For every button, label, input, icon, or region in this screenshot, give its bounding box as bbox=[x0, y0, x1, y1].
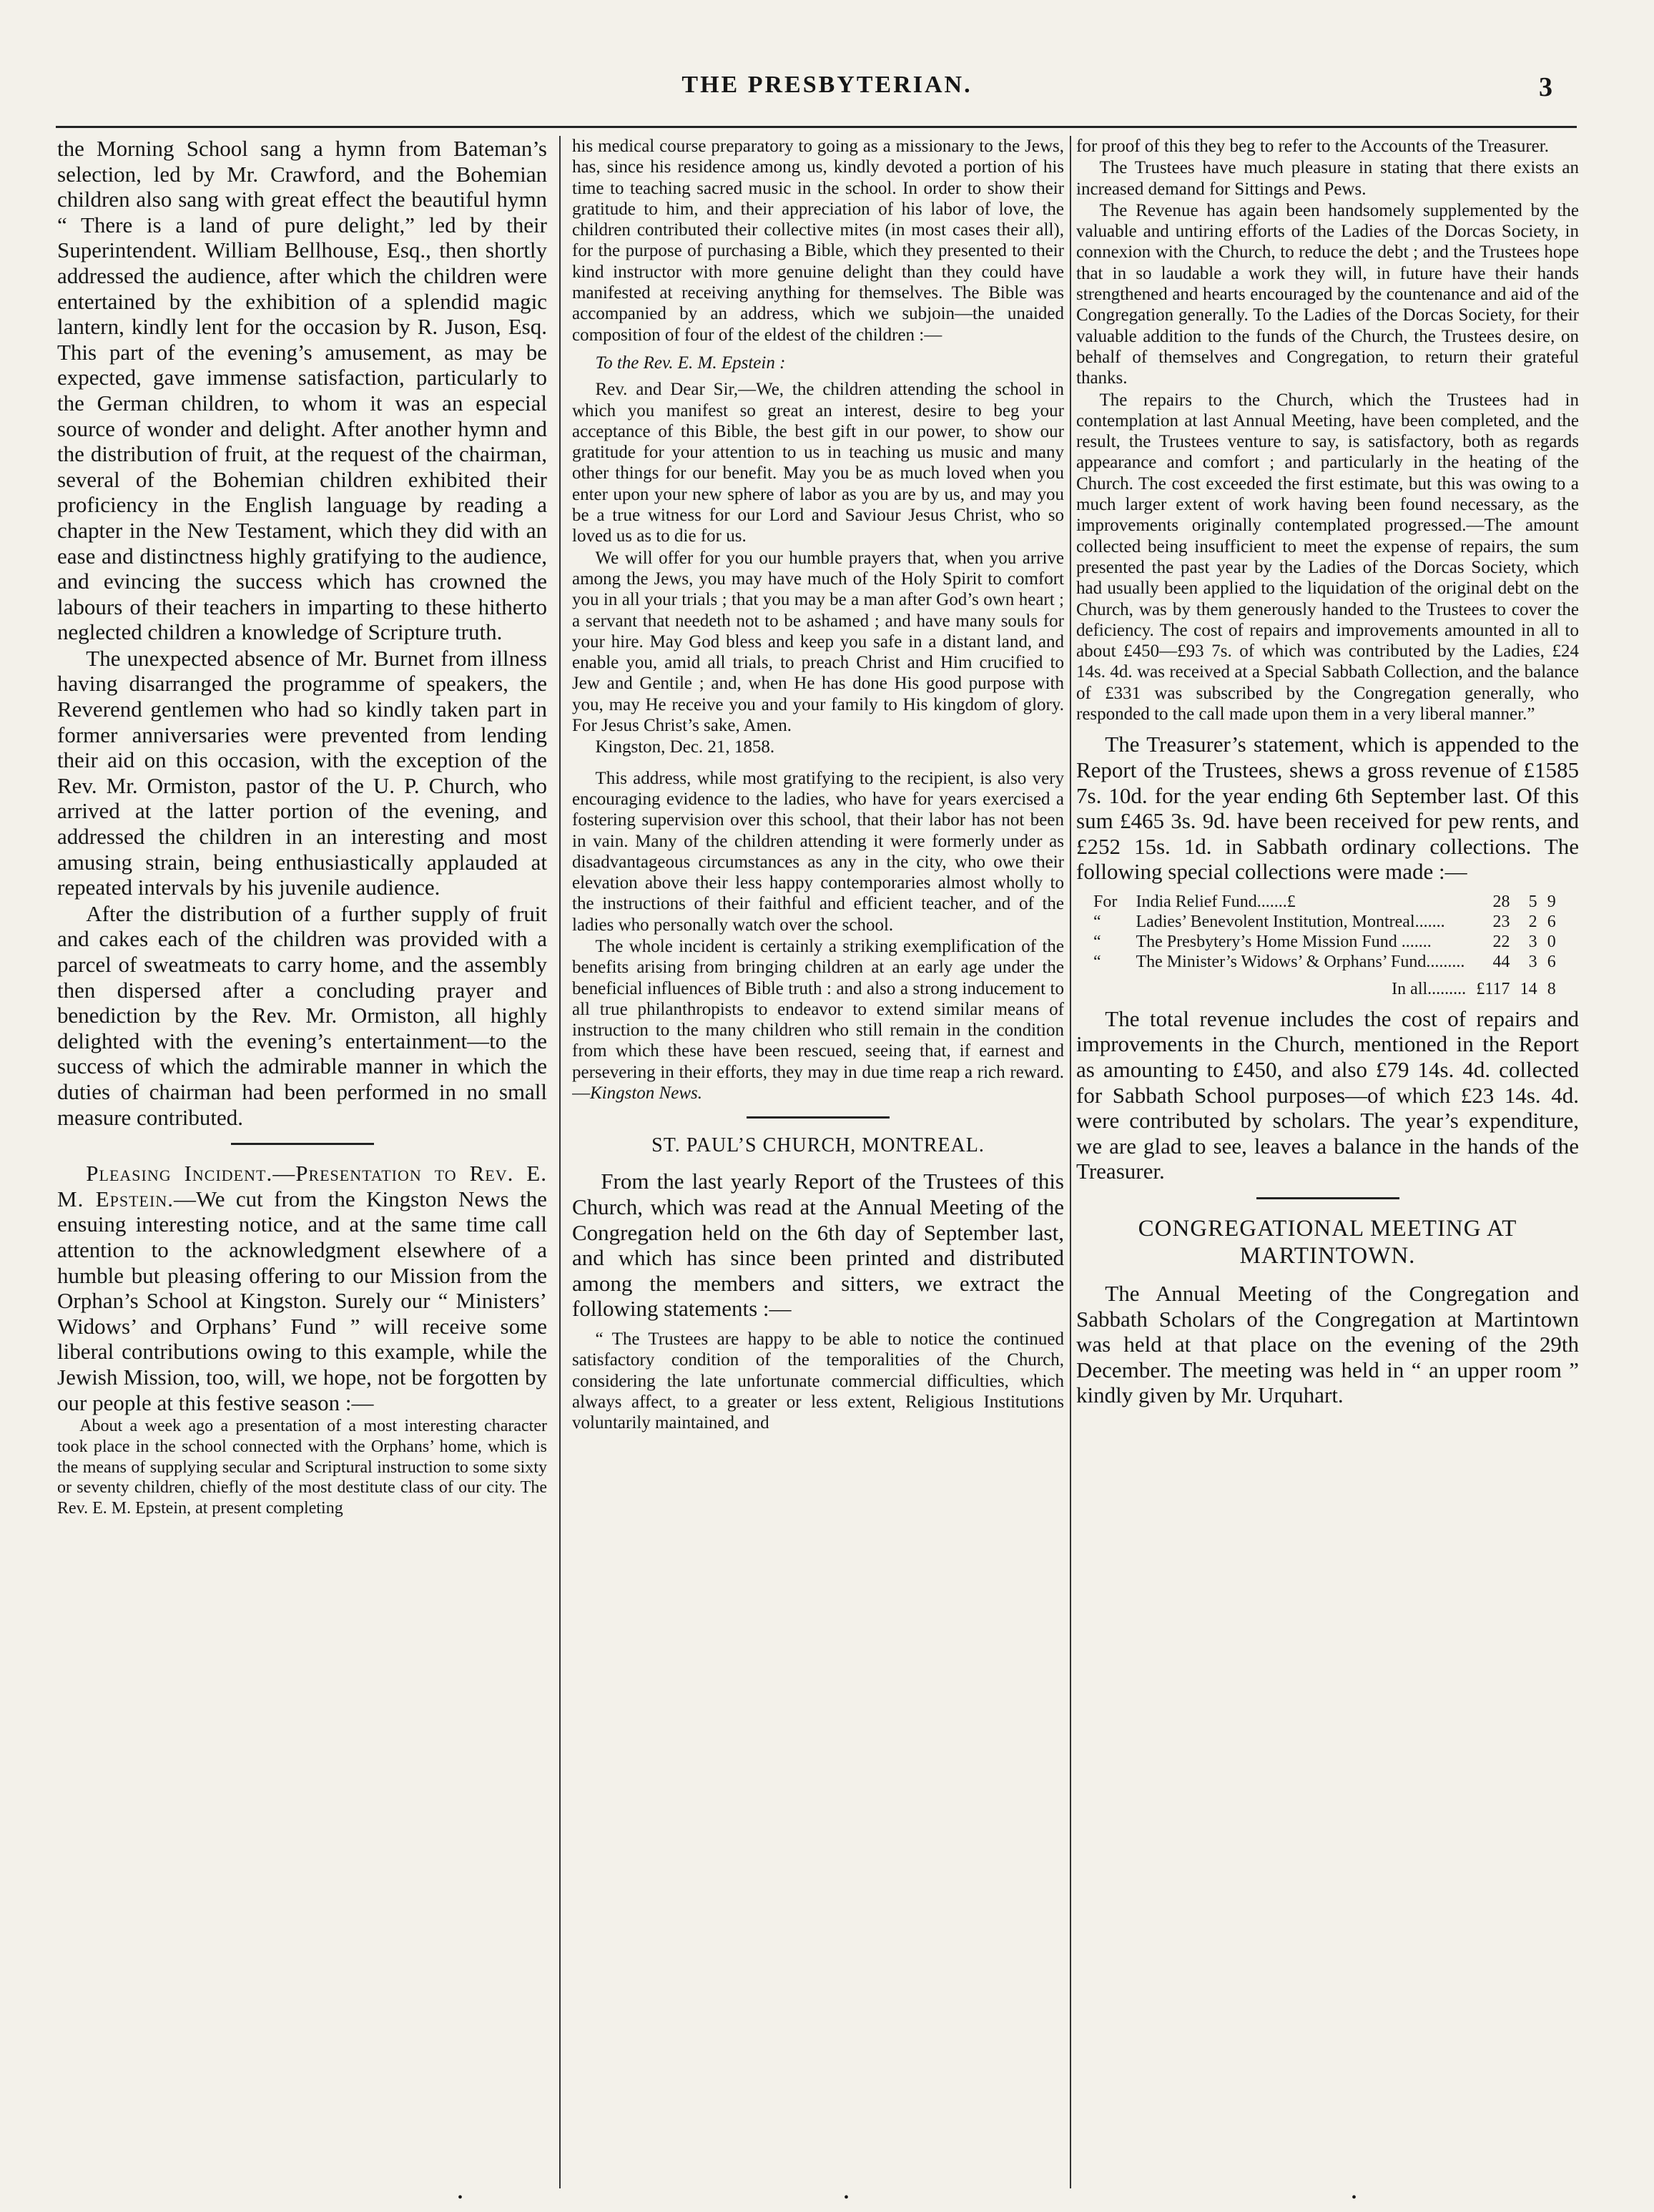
page-header bbox=[0, 72, 1654, 114]
collection-pence: 6 bbox=[1547, 912, 1556, 931]
collection-label: India Relief Fund.......£ bbox=[1136, 892, 1296, 911]
paragraph: The Trustees have much pleasure in stating that there exists an increased demand for Sittings and Pews. bbox=[1076, 158, 1579, 199]
paragraph: We will offer for you our humble prayers that, when you arrive among the Jews, you may have much of the Holy Spirit to comfort you in all your trials ; that you may be a man after God’s own heart ; a servant that needeth not to be ashamed ; and have many souls for your hire. May God bless and keep you safe in a distant land, and enable you, amid all trials, to preach Christ and Him crucified to Jew and Gentile ; and, when He has done His good purpose with you, may He receive you and your family to His kingdom of glory. For Jesus Christ’s sake, Amen. bbox=[572, 548, 1064, 736]
collections-total-row bbox=[1093, 972, 1556, 999]
collection-shillings: 3 bbox=[1528, 932, 1537, 951]
collection-label: The Presbytery’s Home Mission Fund ....... bbox=[1136, 932, 1432, 951]
paragraph: The Revenue has again been handsomely supplemented by the valuable and untiring efforts of the Ladies of the Dorcas Society, in connexion with the Church, to reduce the debt ; and the Trustees hope that in so laudable a work they will, in future have their hands strengthened and hearts encouraged by the countenance and aid of the Congregation generally. To the Ladies of the Dorcas Society, for their valuable addition to the funds of the Church, the Trustees desire, on behalf of themselves and Congregation, to return their grateful thanks. bbox=[1076, 200, 1579, 388]
section-rule bbox=[747, 1116, 890, 1119]
collection-pounds: 44 bbox=[1492, 952, 1510, 971]
total-pounds: £117 bbox=[1476, 979, 1510, 998]
paragraph: for proof of this they beg to refer to the Accounts of the Treasurer. bbox=[1076, 137, 1549, 156]
collection-row bbox=[1093, 892, 1556, 912]
paragraph: The Treasurer’s statement, which is appended to the Report of the Trustees, shews a gross revenue of £1585 7s. 10d. for the year ending 6th September last. Of this sum £465 3s. 9d. have been received for pew rents, and £252 15s. 1d. in Sabbath ordinary collections. The following special collections were made :— bbox=[1076, 732, 1579, 885]
collection-row bbox=[1093, 932, 1556, 952]
section-rule bbox=[1256, 1197, 1399, 1199]
paragraph: Rev. and Dear Sir,—We, the children attending the school in which you manifest so great an interest, desire to beg your acceptance of this Bible, the best gift in our power, to show our gratitude for your attention to us in teaching us music and many other things for our benefit. May you be as much loved when you enter upon your new sphere of labor as you are by us, and may you be a true witness for our Lord and Saviour Jesus Christ, who so loved us as to die for us. bbox=[572, 380, 1064, 546]
running-title: THE PRESBYTERIAN. bbox=[681, 72, 973, 98]
total-pence: 8 bbox=[1547, 979, 1556, 998]
collection-pounds: 23 bbox=[1492, 912, 1510, 931]
section-rule bbox=[231, 1143, 374, 1145]
collection-row bbox=[1093, 912, 1556, 932]
column-2 bbox=[572, 136, 1064, 1434]
special-collections-table bbox=[1093, 892, 1556, 999]
page-number: 3 bbox=[1539, 72, 1552, 102]
collection-pence: 6 bbox=[1547, 952, 1556, 971]
collection-prefix: “ bbox=[1093, 952, 1101, 971]
paragraph: his medical course preparatory to going as a missionary to the Jews, has, since his residence among us, kindly devoted a portion of his time to teaching sacred music in the school. In order to show their gratitude to him, and their appreciation of his labor of love, the children contributed their collective mites (in most cases their all), for the purpose of purchasing a Bible, which they presented to their kind instructor with more genuine delight than they could have manifested at receiving anything for themselves. The Bible was accompanied by an address, which we subjoin—the unaided composition of four of the eldest of the children :— bbox=[572, 137, 1064, 345]
paragraph: This address, while most gratifying to the recipient, is also very encouraging evidence to the ladies, who have for years exercised a fostering supervision over this school, that their labor has not been in vain. Many of the children attending it were formerly under as disadvantageous circumstances as any in the city, who owe their elevation above their less happy contemporaries almost wholly to the instructions of their faithful and efficient teacher, and of the ladies who personally watch over the school. bbox=[572, 768, 1064, 935]
paragraph: After the distribution of a further supply of fruit and cakes each of the children was provided with a parcel of sweatmeats to carry home, and the assembly then dispersed after a concluding prayer and benediction by the Rev. Mr. Ormiston, all highly delighted with the evening’s entertainment—to the success of which the admirable manner in which the duties of chairman had been performed in no small measure contributed. bbox=[57, 900, 547, 1130]
collection-prefix: “ bbox=[1093, 912, 1101, 931]
collection-label: Ladies’ Benevolent Institution, Montreal....... bbox=[1136, 912, 1445, 931]
collection-pounds: 28 bbox=[1492, 892, 1510, 911]
article-heading: CONGREGATIONAL MEETING AT MARTINTOWN. bbox=[1138, 1216, 1517, 1269]
salutation: To the Rev. E. M. Epstein : bbox=[595, 353, 786, 373]
paragraph: The unexpected absence of Mr. Burnet from illness having disarranged the programme of speakers, the Reverend gentlemen who had so kindly taken part in former anniversaries were prevented from lending their aid on this occasion, with the exception of the Rev. Mr. Ormiston, pastor of the U. P. Church, who arrived at the latter portion of the evening, and addressed the children in an interesting and most amusing strain, being enthusiastically applauded at repeated intervals by his juvenile audience. bbox=[57, 645, 547, 900]
paragraph: The repairs to the Church, which the Trustees had in contemplation at last Annual Meeting, have been completed, and the result, the Trustees venture to say, is satisfactory, both as regards appearance and comfort ; and particularly in the heating of the Church. The cost exceeded the first estimate, but this was owing to a much larger extent of work having been found necessary, as the improvements originally contemplated progressed.—The amount collected being insufficient to meet the expense of repairs, the sum presented the past year by the Ladies of the Dorcas Society, which had usually been applied to the liquidation of the original debt on the Church, was by them generously handed to the Trustees to cover the deficiency. The cost of repairs and improvements amounted in all to about £450—£93 7s. of which was contributed by the Ladies, £24 14s. 4d. was received at a Special Sabbath Collection, and the balance of £331 was subscribed by the Congregation generally, who responded to the call made upon them in a very liberal manner.” bbox=[1076, 390, 1579, 724]
column-1 bbox=[57, 136, 547, 1520]
paragraph: the Morning School sang a hymn from Bateman’s selection, led by Mr. Crawford, and the Bohemian children also sang with great effect the beautiful hymn “ There is a land of pure delight,” led by their Superintendent. William Bellhouse, Esq., then shortly addressed the audience, after which the children were entertained by the exhibition of a splendid magic lantern, kindly lent for the occasion by R. Juson, Esq. This part of the evening’s amusement, as may be expected, gave immense satisfaction, particularly to the German children, to whom it was an especial source of wonder and delight. After another hymn and the distribution of fruit, at the request of the chairman, several of the Bohemian children exhibited their proficiency in the English language by reading a chapter in the New Testament, which they did with an ease and distinctness highly gratifying to the audience, and evincing the success which has crowned the labours of their teachers in imparting to these hitherto neglected children a knowledge of Scripture truth. bbox=[57, 136, 547, 645]
article-lead bbox=[57, 1161, 547, 1415]
collection-pounds: 22 bbox=[1492, 932, 1510, 951]
paragraph: About a week ago a presentation of a most interesting character took place in the school connected with the Orphans’ home, which is the means of supplying secular and Scriptural instruction to some sixty or seventy children, chiefly of the most destitute class of our city. The Rev. E. M. Epstein, at present completing bbox=[57, 1417, 547, 1518]
paragraph: The Annual Meeting of the Congregation and Sabbath Scholars of the Congregation at Martintown was held at that place on the evening of the 29th December. The meeting was held in “ an upper room ” kindly given by Mr. Urquhart. bbox=[1076, 1281, 1579, 1408]
paragraph: From the last yearly Report of the Trustees of this Church, which was read at the Annual Meeting of the Congregation held on the 6th day of September last, and which has since been printed and distributed among the members and sitters, we extract the following statements :— bbox=[572, 1169, 1064, 1322]
collection-row bbox=[1093, 952, 1556, 972]
header-rule bbox=[56, 126, 1577, 128]
paragraph-text: —We cut from the Kingston News the ensuing interesting notice, and at the same time call attention to the acknowledgment elsewhere of a humble but pleasing offering to our Mission from the Orphan’s School at Kingston. Surely our “ Ministers’ Widows’ and Orphans’ Fund ” will receive some liberal contributions owing to this example, while the Jewish Mission, too, will, we hope, not be forgotten by our people at this festive season :— bbox=[57, 1186, 547, 1415]
collection-prefix: For bbox=[1093, 892, 1118, 911]
column-3 bbox=[1076, 136, 1579, 1409]
article-heading: ST. PAUL’S CHURCH, MONTREAL. bbox=[651, 1134, 985, 1157]
column-divider bbox=[559, 136, 561, 2188]
source-credit: Kingston News. bbox=[590, 1083, 702, 1103]
total-shillings: 14 bbox=[1520, 979, 1537, 998]
paragraph-with-source bbox=[572, 936, 1064, 1103]
collection-prefix: “ bbox=[1093, 932, 1101, 951]
print-mark: • bbox=[844, 2190, 850, 2206]
paragraph: “ The Trustees are happy to be able to notice the continued satisfactory condition of the temporalities of the Church, considering the late unfortunate commercial difficulties, which always affect, to a greater or less extent, Religious Institutions voluntarily maintained, and bbox=[572, 1329, 1064, 1433]
total-label: In all......... bbox=[1392, 979, 1467, 998]
collection-pence: 0 bbox=[1547, 932, 1556, 951]
column-divider bbox=[1070, 136, 1071, 2188]
print-mark: • bbox=[1352, 2190, 1357, 2206]
dateline: Kingston, Dec. 21, 1858. bbox=[595, 737, 775, 757]
print-mark: • bbox=[458, 2190, 463, 2206]
paragraph: The total revenue includes the cost of repairs and improvements in the Church, mentioned in the Report as amounting to £450, and also £79 14s. 4d. collected for Sabbath School purposes—of which £23 14s. 4d. were contributed by scholars. The year’s expenditure, we are glad to see, leaves a balance in the hands of the Treasurer. bbox=[1076, 1006, 1579, 1184]
paragraph-text: The whole incident is certainly a striking exemplification of the benefits arising from bringing children at an early age under the beneficial influences of Bible truth : and also a strong inducement to all true philanthropists to endeavor to extend similar means of instruction to the many children who still remain in the condition from which these have been rescued, seeing that, if earnest and persevering in their efforts, they may in due time reap a rich reward.— bbox=[572, 936, 1064, 1103]
collection-shillings: 2 bbox=[1528, 912, 1537, 931]
collection-label: The Minister’s Widows’ & Orphans’ Fund......... bbox=[1136, 952, 1465, 971]
collection-shillings: 3 bbox=[1528, 952, 1537, 971]
collection-pence: 9 bbox=[1547, 892, 1556, 911]
collection-shillings: 5 bbox=[1528, 892, 1537, 911]
article-heading: Pleasing Incident.—Presentation to Rev. E. M. Epstein. bbox=[57, 1161, 547, 1211]
